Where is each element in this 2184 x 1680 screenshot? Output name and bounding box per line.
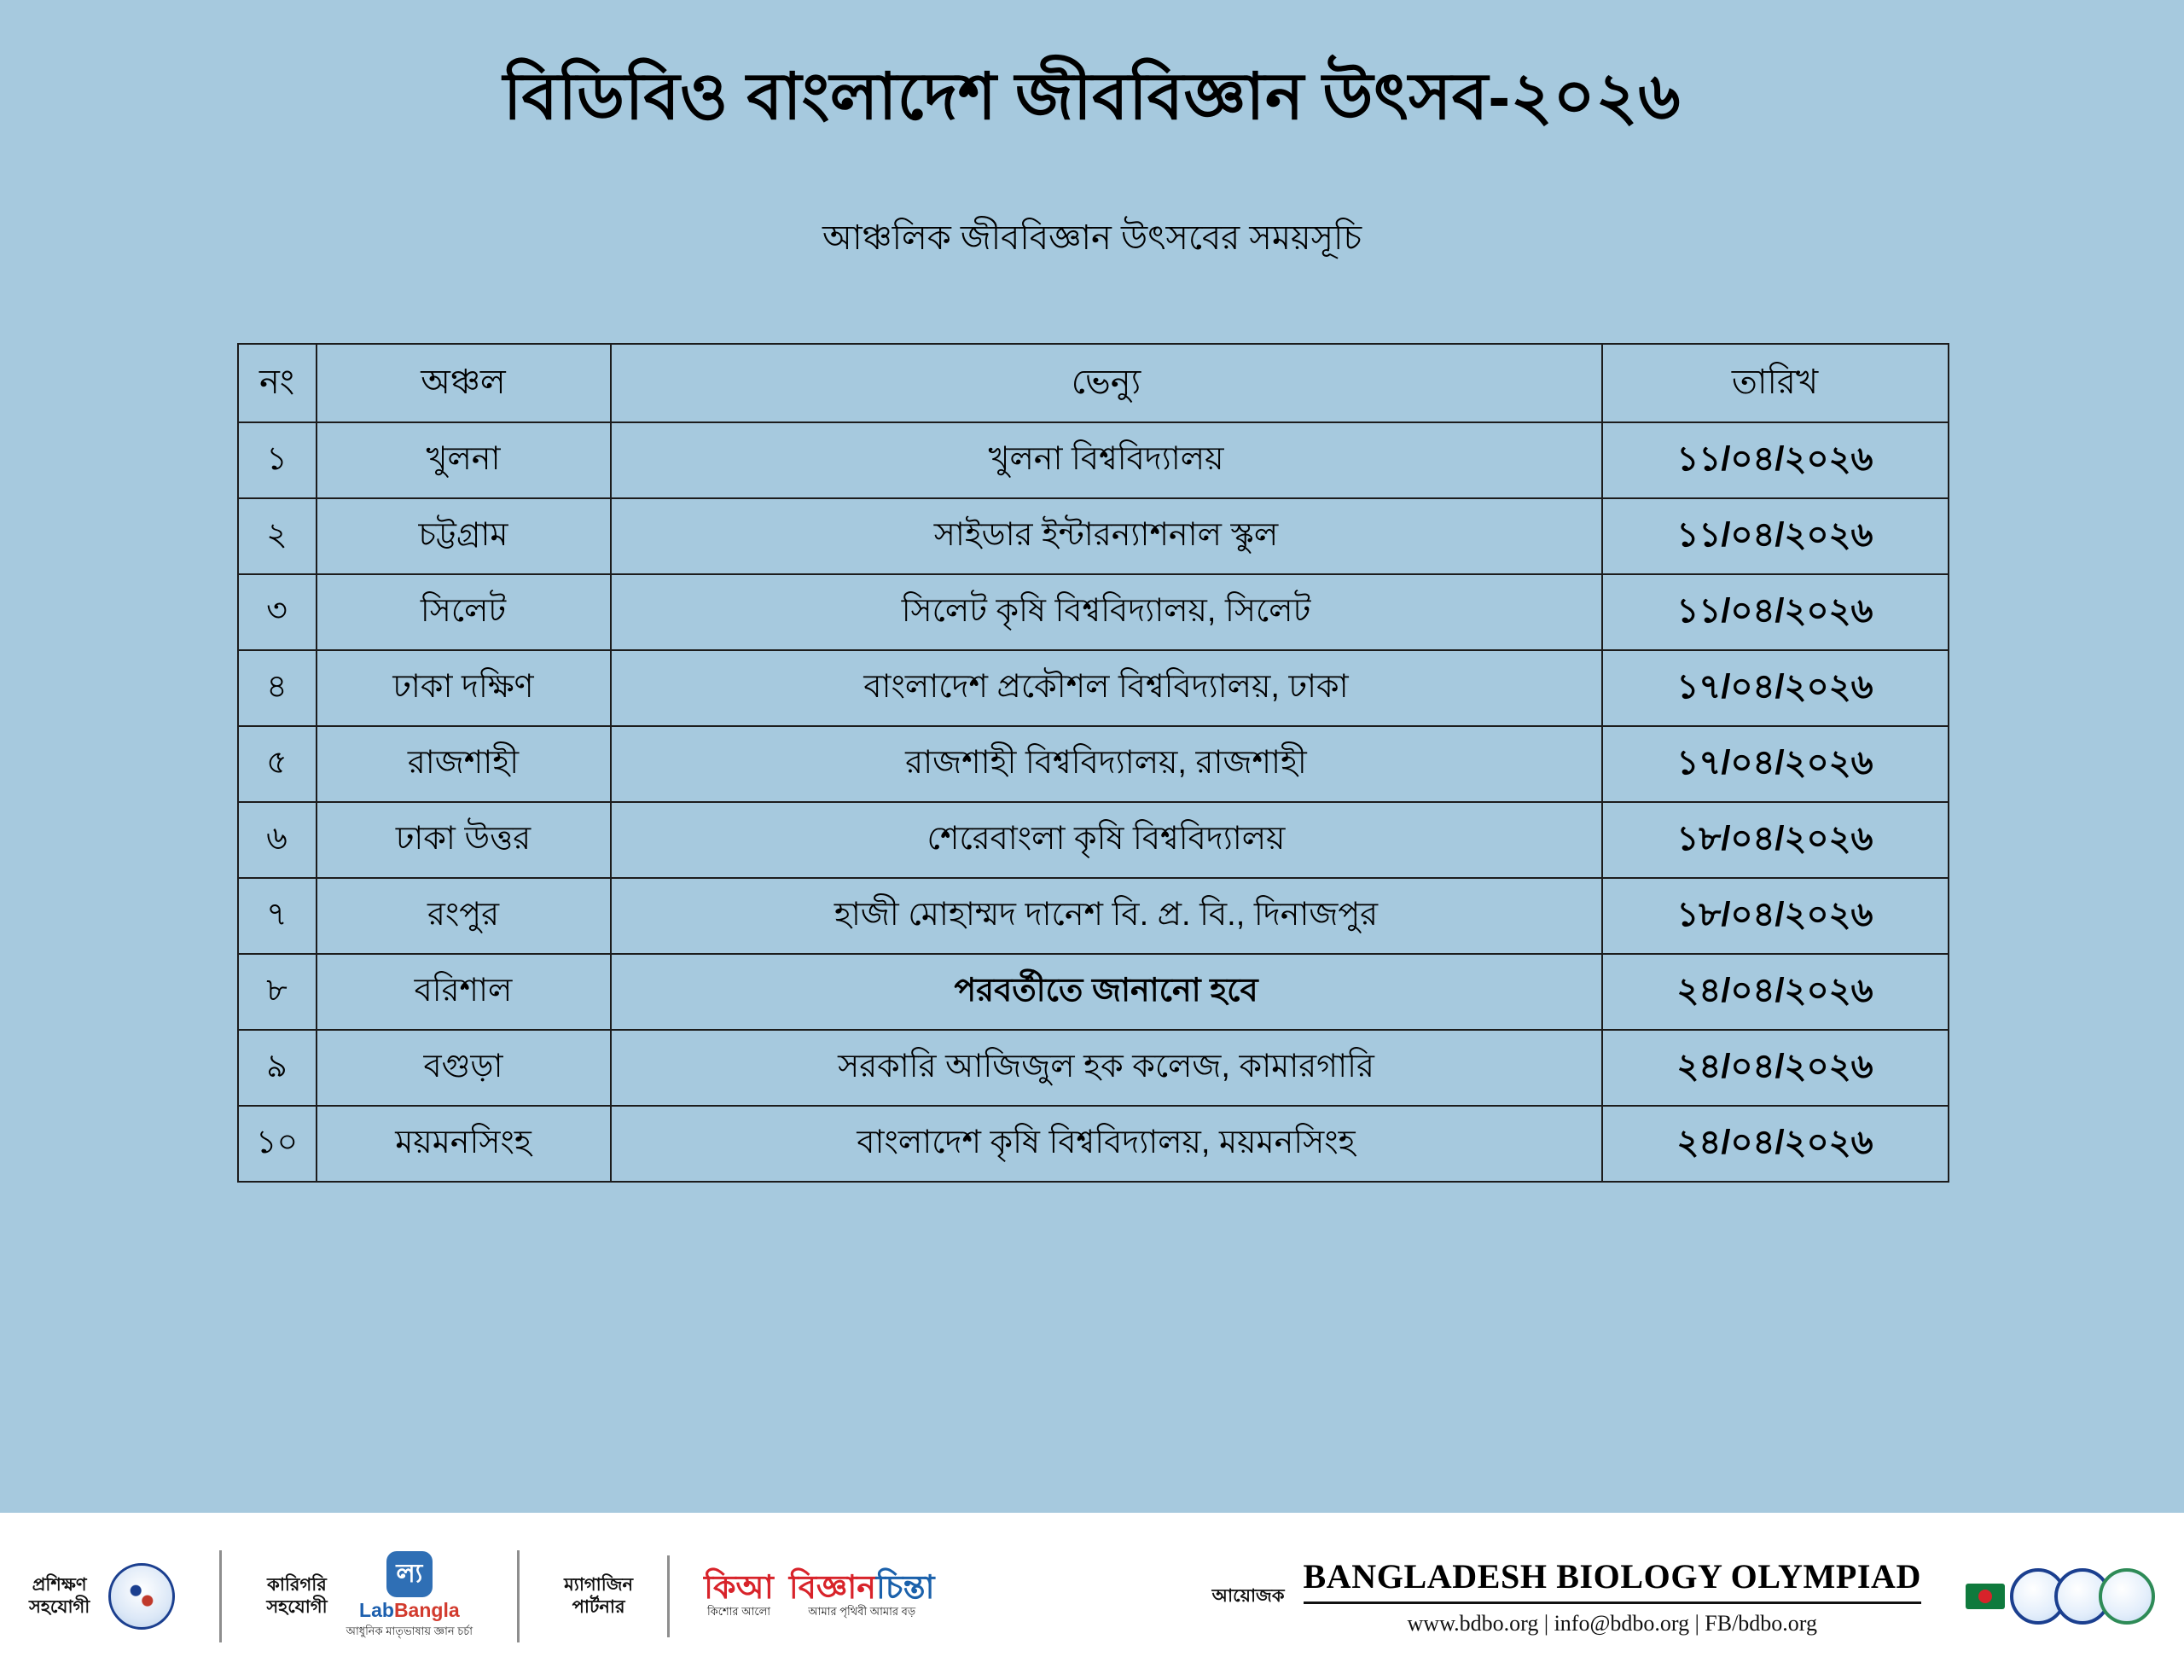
bigyan-chinta-name-part1: বিজ্ঞান (788, 1569, 876, 1606)
cell-venue: শেরেবাংলা কৃষি বিশ্ববিদ্যালয় (611, 802, 1602, 878)
cell-no: ১০ (238, 1106, 317, 1182)
table-header-row (238, 344, 1949, 422)
cell-venue: হাজী মোহাম্মদ দানেশ বি. প্র. বি., দিনাজপুর (611, 878, 1602, 954)
cell-date: ২৪/০৪/২০২৬ (1602, 1030, 1949, 1106)
labbangla-logo (346, 1551, 473, 1642)
bigyan-chinta-logo (788, 1569, 935, 1622)
cell-region: রাজশাহী (317, 726, 611, 802)
schedule-table (237, 343, 1949, 1183)
tech-partner-group (266, 1551, 473, 1642)
footer-divider (219, 1550, 222, 1642)
table-row (238, 954, 1949, 1030)
cell-date: ১৮/০৪/২০২৬ (1602, 878, 1949, 954)
magazine-partner-label-line1: ম্যাগাজিন (564, 1574, 634, 1595)
cell-no: ১ (238, 422, 317, 498)
kishor-alo-name: কিআ (704, 1569, 774, 1606)
footer-divider (667, 1555, 670, 1637)
cell-venue: সাইডার ইন্টারন্যাশনাল স্কুল (611, 498, 1602, 574)
page-subtitle: আঞ্চলিক জীববিজ্ঞান উৎসবের সময়সূচি (822, 219, 1362, 258)
cell-venue: পরবর্তীতে জানানো হবে (611, 954, 1602, 1030)
labbangla-name-bangla: Bangla (393, 1599, 460, 1621)
cell-region: খুলনা (317, 422, 611, 498)
footer-bar (0, 1513, 2184, 1680)
cell-region: বরিশাল (317, 954, 611, 1030)
labbangla-tagline: আধুনিক মাতৃভাষায় জ্ঞান চর্চা (346, 1625, 473, 1637)
bdbo-identity (1304, 1556, 1921, 1636)
training-partner-label-line2: সহযোগী (29, 1597, 90, 1617)
cell-date: ২৪/০৪/২০২৬ (1602, 954, 1949, 1030)
column-header-region: অঞ্চল (317, 344, 611, 422)
table-row (238, 802, 1949, 878)
table-row (238, 1106, 1949, 1182)
magazine-partner-group (564, 1555, 935, 1637)
bdbo-ring-icon (2099, 1568, 2155, 1625)
bdbo-links[interactable]: www.bdbo.org | info@bdbo.org | FB/bdbo.org (1407, 1611, 1817, 1636)
cell-venue: রাজশাহী বিশ্ববিদ্যালয়, রাজশাহী (611, 726, 1602, 802)
tech-partner-label-line1: কারিগরি (267, 1574, 327, 1595)
bdbo-rings-icon (2010, 1568, 2155, 1625)
cell-region: ময়মনসিংহ (317, 1106, 611, 1182)
labbangla-name (359, 1599, 460, 1622)
cell-venue: বাংলাদেশ প্রকৌশল বিশ্ববিদ্যালয়, ঢাকা (611, 650, 1602, 726)
training-partner-logo-icon (108, 1563, 175, 1630)
table-row (238, 574, 1949, 650)
cell-no: ২ (238, 498, 317, 574)
magazine-logos (704, 1569, 935, 1622)
labbangla-name-lab: Lab (359, 1599, 394, 1621)
cell-no: ৫ (238, 726, 317, 802)
cell-no: ৪ (238, 650, 317, 726)
bangladesh-flag-icon (1966, 1584, 2005, 1609)
bigyan-chinta-name (788, 1569, 935, 1606)
page-title: বিডিবিও বাংলাদেশ জীববিজ্ঞান উৎসব-২০২৬ (502, 61, 1682, 133)
column-header-date: তারিখ (1602, 344, 1949, 422)
bdbo-title: BANGLADESH BIOLOGY OLYMPIAD (1304, 1556, 1921, 1604)
table-row (238, 1030, 1949, 1106)
organizer-label: আয়োজক (1211, 1585, 1285, 1606)
cell-date: ১১/০৪/২০২৬ (1602, 422, 1949, 498)
schedule-table-wrapper (237, 343, 1948, 1183)
cell-date: ১৮/০৪/২০২৬ (1602, 802, 1949, 878)
cell-date: ১৭/০৪/২০২৬ (1602, 726, 1949, 802)
bigyan-chinta-subtitle: আমার পৃথিবী আমার বড় (808, 1604, 916, 1618)
labbangla-mark-icon: ল্য (386, 1551, 433, 1597)
cell-region: রংপুর (317, 878, 611, 954)
cell-no: ৩ (238, 574, 317, 650)
kishor-alo-logo (704, 1569, 774, 1622)
cell-date: ২৪/০৪/২০২৬ (1602, 1106, 1949, 1182)
cell-venue: বাংলাদেশ কৃষি বিশ্ববিদ্যালয়, ময়মনসিংহ (611, 1106, 1602, 1182)
tech-partner-label-line2: সহযোগী (266, 1597, 328, 1617)
cell-region: ঢাকা উত্তর (317, 802, 611, 878)
magazine-partner-label (564, 1574, 633, 1619)
cell-date: ১১/০৪/২০২৬ (1602, 574, 1949, 650)
cell-no: ৭ (238, 878, 317, 954)
cell-region: বগুড়া (317, 1030, 611, 1106)
bdbo-logo-icon (1966, 1568, 2155, 1625)
cell-no: ৮ (238, 954, 317, 1030)
table-row (238, 650, 1949, 726)
table-row (238, 422, 1949, 498)
table-row (238, 498, 1949, 574)
bigyan-chinta-name-part2: চিন্তা (875, 1569, 935, 1606)
footer-divider (517, 1550, 520, 1642)
kishor-alo-subtitle: কিশোর আলো (706, 1604, 771, 1618)
training-partner-label-line1: প্রশিক্ষণ (32, 1574, 87, 1595)
magazine-partner-label-line2: পার্টনার (572, 1597, 625, 1617)
table-row (238, 878, 1949, 954)
cell-region: সিলেট (317, 574, 611, 650)
cell-venue: সিলেট কৃষি বিশ্ববিদ্যালয়, সিলেট (611, 574, 1602, 650)
tech-partner-label (266, 1574, 327, 1619)
cell-region: ঢাকা দক্ষিণ (317, 650, 611, 726)
cell-no: ৯ (238, 1030, 317, 1106)
table-row (238, 726, 1949, 802)
cell-venue: খুলনা বিশ্ববিদ্যালয় (611, 422, 1602, 498)
cell-date: ১১/০৪/২০২৬ (1602, 498, 1949, 574)
cell-date: ১৭/০৪/২০২৬ (1602, 650, 1949, 726)
cell-region: চট্টগ্রাম (317, 498, 611, 574)
column-header-no: নং (238, 344, 317, 422)
column-header-venue: ভেন্যু (611, 344, 1602, 422)
training-partner-label (29, 1574, 90, 1619)
cell-no: ৬ (238, 802, 317, 878)
training-partner-group (29, 1563, 175, 1630)
cell-venue: সরকারি আজিজুল হক কলেজ, কামারগারি (611, 1030, 1602, 1106)
organizer-group (1212, 1556, 2155, 1636)
